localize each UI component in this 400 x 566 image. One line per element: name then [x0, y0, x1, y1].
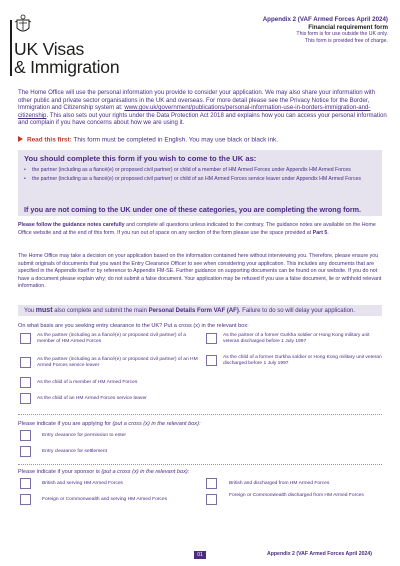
checkbox-settlement[interactable]: [20, 446, 31, 457]
guidance-part: Part 5: [312, 229, 328, 236]
checkbox-permission-enter[interactable]: [20, 430, 31, 441]
checkbox-partner-leaver[interactable]: [20, 357, 31, 368]
option-settlement: Entry clearance for settlement: [42, 449, 107, 454]
q2-italic: (put a cross (x) in the relevant box):: [112, 421, 201, 427]
eligibility-box: [18, 150, 382, 216]
checkbox-foreign-serving[interactable]: [20, 494, 31, 505]
documents-paragraph: The Home Office may take a decision on your application based on the information contained here without interviewing you. Therefore, please ensure you submit originals of documents that you want the Entry Clearance Officer to see when considering your application. This includes any documents that are specified in the Appendix itself or by reference to Appendix FM-SE. Further guidance on supporting documents can be found on our website. If you do not have a document please explain why; do not submit a false document. Your application may be refused if you use a false document, lie or withhold relevant information.: [18, 253, 382, 290]
question-sponsor: [18, 469, 189, 475]
checkbox-british-discharged[interactable]: [206, 478, 217, 489]
brand-line-1: UK Visas: [14, 39, 85, 59]
checkbox-child-gurkha[interactable]: [206, 355, 217, 366]
checkbox-child-member[interactable]: [20, 377, 31, 388]
q2-text: Please indicate if you are applying for: [18, 421, 113, 427]
option-partner-gurkha: As the partner of a former Gurkha soldier or Hong Kong military unit veteran discharged before 1 July 1997: [223, 333, 370, 344]
privacy-text-2: . This also sets out your rights under the Data Protection Act 2018 and explains how you can access your personal information and complain if you have concerns about how we are using it.: [18, 111, 387, 127]
option-permission-enter: Entry clearance for permission to enter: [42, 433, 126, 438]
read-first-note: [18, 136, 278, 145]
must-mid: also complete and submit the main: [52, 308, 149, 314]
eligibility-title: You should complete this form if you wish to come to the UK as:: [24, 154, 257, 163]
brand-line-2: & Immigration: [14, 57, 120, 77]
option-partner-member: As the partner (including as a fiancé(e) or proposed civil partner) of a member of HM Armed Forces: [37, 333, 186, 344]
brand-bar: [10, 20, 12, 76]
must-emphasis: must: [35, 307, 53, 314]
checkbox-child-leaver[interactable]: [20, 393, 31, 404]
must-post: . Failure to do so will delay your application.: [238, 308, 355, 314]
must-complete-text: [24, 307, 355, 314]
option-partner-leaver: As the partner (including as a fiancé(e) or proposed civil partner) of an HM Armed Forces service leaver: [37, 357, 198, 368]
q3-text: Please indicate if your sponsor is: [18, 469, 102, 475]
red-triangle-icon: [18, 136, 23, 142]
must-complete-box: [18, 305, 382, 316]
list-item: • the partner (including as a fiancé(e) or proposed civil partner) or child of an HM Armed Forces service leaver under Appendix HM Armed Forces: [24, 176, 376, 182]
section-divider: [18, 464, 382, 465]
option-british-discharged: British and discharged from HM Armed Forces: [229, 481, 330, 486]
checkbox-foreign-discharged[interactable]: [206, 494, 217, 505]
checkbox-partner-member[interactable]: [20, 333, 31, 344]
footer-title: Appendix 2 (VAF Armed Forces April 2024): [266, 551, 372, 557]
guidance-end: .: [327, 229, 329, 236]
guidance-bold: Please follow the guidance notes carefully: [18, 222, 125, 228]
list-item: • the partner (including as a fiancé(e) or proposed civil partner) or child of a member of HM Armed Forces under Appendix HM Armed Forces: [24, 167, 376, 173]
usage-note: This form is for use outside the UK only.: [296, 31, 388, 37]
checkbox-british-serving[interactable]: [20, 478, 31, 489]
read-first-text: This form must be completed in English. You may use black or black ink.: [71, 136, 279, 144]
privacy-link[interactable]: www.gov.uk/government/publications/personal-information-use-in-borders-immigration-and-citizenship: [18, 104, 371, 119]
brand-name: [14, 40, 119, 76]
guidance-paragraph: [18, 222, 384, 237]
page-number: 01: [194, 551, 206, 559]
read-first-label: Read this first:: [27, 136, 72, 144]
option-child-member: As the child of a member of HM Armed Forces: [37, 380, 138, 385]
question-applying-for: [18, 421, 201, 427]
appendix-title: Appendix 2 (VAF Armed Forces April 2024): [262, 16, 388, 23]
question-entry-basis: On what basis are you seeking entry clearance to the UK? Put a cross (x) in the relevant box:: [18, 323, 249, 329]
must-form-name: Personal Details Form VAF (AF): [148, 308, 239, 314]
must-pre: You: [24, 308, 36, 314]
royal-coat-of-arms-icon: [14, 14, 32, 36]
option-foreign-serving: Foreign or Commonwealth and serving HM Armed Forces: [42, 497, 168, 502]
free-note: This form is provided free of charge.: [304, 37, 388, 44]
wrong-form-warning: If you are not coming to the UK under one of these categories, you are completing the wrong form.: [24, 205, 362, 214]
form-title: Financial requirement form: [308, 23, 388, 31]
privacy-notice: [18, 89, 388, 127]
section-divider: [18, 414, 382, 415]
option-child-leaver: As the child of an HM Armed Forces service leaver: [37, 396, 147, 401]
q3-italic: (put a cross (x) in the relevant box):: [101, 469, 190, 475]
privacy-text-1: The Home Office will use the personal information you provide to consider your application. We may also share your information with other public and private sector organisations in the UK and overseas. For more detail please see the Privacy Notice for the Border, Immigration and Citizenship system at:: [18, 89, 376, 112]
guidance-text: and complete all questions unless indicated to the contrary. The guidance notes are available on the Home Office website and at the end of this form. If you run out of space on any section of the form please use the space provided at: [18, 222, 376, 236]
option-foreign-discharged: Foreign or Commonwealth discharged from HM Armed Forces: [229, 493, 364, 498]
option-british-serving: British and serving HM Armed Forces: [42, 481, 123, 486]
checkbox-partner-gurkha[interactable]: [206, 333, 217, 344]
option-child-gurkha: As the child of a former Gurkha soldier or Hong Kong military unit veteran discharged before 1 July 1997: [223, 355, 382, 366]
header-info: [263, 16, 388, 44]
eligibility-list: [24, 167, 376, 186]
